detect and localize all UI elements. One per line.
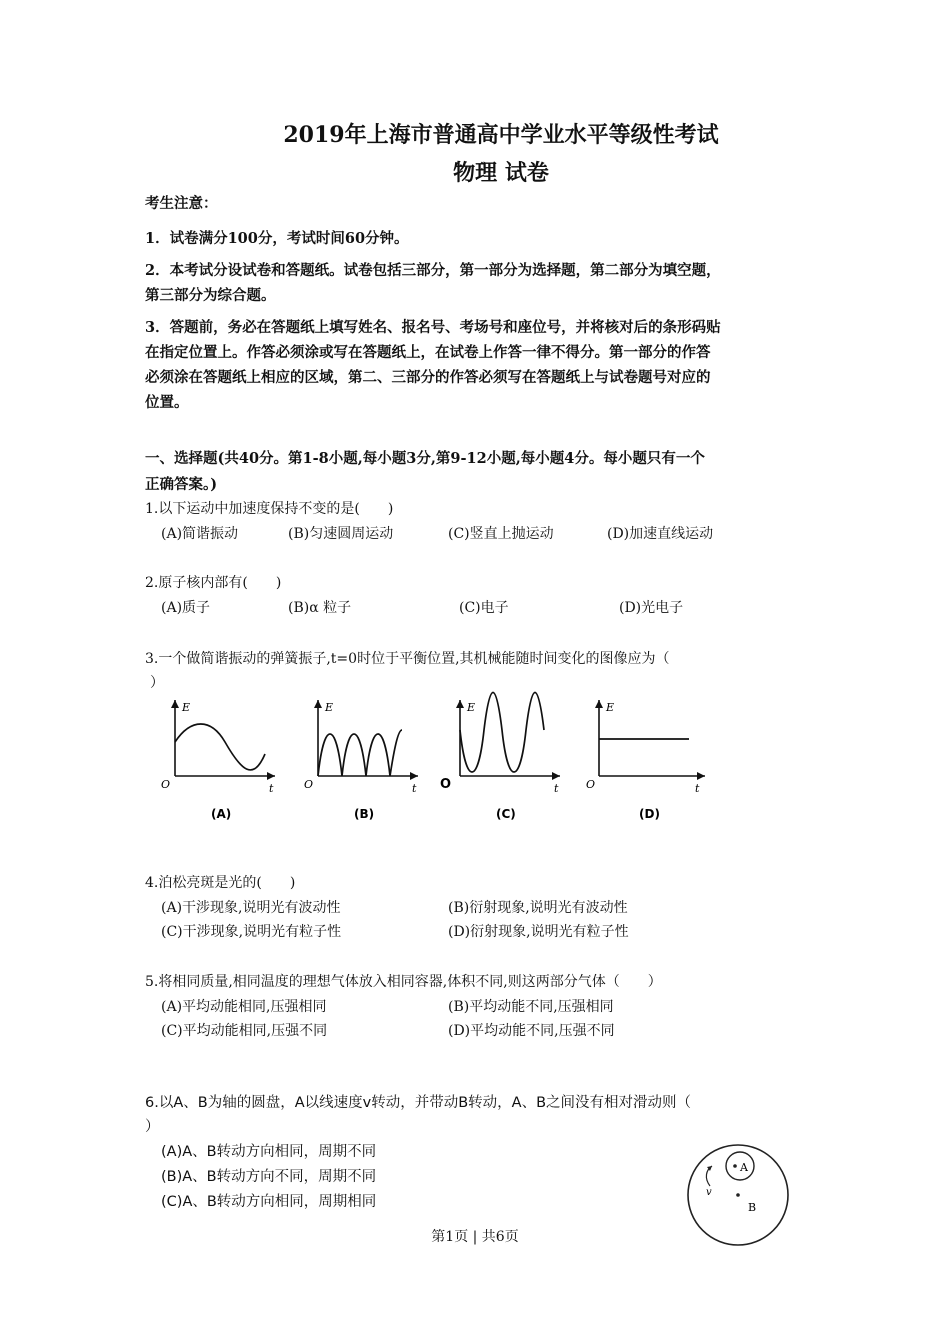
question-5-option-d: (D)平均动能不同,压强不同 <box>448 1023 615 1039</box>
graph-a-caption: (A) <box>211 807 232 821</box>
section-1-heading-line-1: 一、选择题(共40分。第1-8小题,每小题3分,第9-12小题,每小题4分。每小题只有一个 <box>145 450 705 467</box>
notes-item-1: 1．试卷满分100分，考试时间60分钟。 <box>145 230 409 247</box>
disk-a-center <box>733 1164 737 1168</box>
question-1-option-c: (C)竖直上抛运动 <box>448 526 554 542</box>
notes-item-3-line-4: 位置。 <box>145 394 189 411</box>
notes-item-3-line-2: 在指定位置上。作答必须涂或写在答题纸上，在试卷上作答一律不得分。第一部分的作答 <box>145 344 711 361</box>
graph-d-caption: (D) <box>639 807 660 821</box>
question-3-stem-line-1: 3.一个做简谐振动的弹簧振子,t=0时位于平衡位置,其机械能随时间变化的图像应为（ <box>145 651 670 667</box>
graph-c-ylabel: E <box>467 701 476 714</box>
graph-a-curve <box>175 724 265 770</box>
question-4-option-b: (B)衍射现象,说明光有波动性 <box>448 900 628 916</box>
graph-b-ylabel: E <box>325 701 334 714</box>
graph-d <box>583 690 718 830</box>
question-5-option-c: (C)平均动能相同,压强不同 <box>161 1023 328 1039</box>
graph-c-origin: O <box>440 777 452 792</box>
notes-item-3-line-3: 必须涂在答题纸上相应的区域，第二、三部分的作答必须写在答题纸上与试卷题号对应的 <box>145 369 711 386</box>
question-2-option-a: (A)质子 <box>161 600 211 616</box>
graph-a <box>155 690 290 830</box>
question-5-option-b: (B)平均动能不同,压强相同 <box>448 999 614 1015</box>
notes-item-3-line-1: 3．答题前，务必在答题纸上填写姓名、报名号、考场号和座位号，并将核对后的条形码贴 <box>145 319 721 336</box>
question-6-option-c: (C)A、B转动方向相同，周期相同 <box>161 1194 377 1210</box>
notes-heading: 考生注意： <box>145 195 218 212</box>
graph-b-x-arrow <box>410 772 418 780</box>
disk-label-b: B <box>748 1201 757 1214</box>
question-4-option-c: (C)干涉现象,说明光有粒子性 <box>161 924 342 940</box>
graph-a-x-arrow <box>267 772 275 780</box>
graph-b-y-arrow <box>314 700 322 708</box>
graph-a-xlabel: t <box>269 782 274 795</box>
section-1-heading-line-2: 正确答案。) <box>145 476 218 493</box>
question-5-stem: 5.将相同质量,相同温度的理想气体放入相同容器,体积不同,则这两部分气体（ ） <box>145 974 662 990</box>
question-6-option-a: (A)A、B转动方向相同，周期不同 <box>161 1144 377 1160</box>
question-3-stem-line-2: ） <box>150 675 164 691</box>
question-6-option-b: (B)A、B转动方向不同，周期不同 <box>161 1169 377 1185</box>
disk-b-center <box>736 1193 740 1197</box>
graph-c-x-arrow <box>552 772 560 780</box>
graph-d-origin: O <box>586 778 596 791</box>
notes-item-2-line-2: 第三部分为综合题。 <box>145 287 276 304</box>
graph-b <box>298 690 433 830</box>
exam-title: 2019年上海市普通高中学业水平等级性考试 <box>283 122 719 148</box>
disk-label-v: v <box>706 1187 712 1198</box>
notes-item-2-line-1: 2．本考试分设试卷和答题纸。试卷包括三部分，第一部分为选择题，第二部分为填空题， <box>145 262 721 279</box>
graph-c <box>440 690 575 830</box>
question-6-stem-line-1: 6.以A、B为轴的圆盘，A以线速度v转动，并带动B转动，A、B之间没有相对滑动则（ <box>145 1095 692 1111</box>
question-2-stem: 2.原子核内部有( ) <box>145 575 282 591</box>
question-1-option-d: (D)加速直线运动 <box>607 526 714 542</box>
graph-d-ylabel: E <box>606 701 615 714</box>
graph-b-caption: (B) <box>354 807 375 821</box>
question-2-option-c: (C)电子 <box>459 600 509 616</box>
page-footer: 第1页 | 共6页 <box>431 1229 519 1245</box>
disk-label-a: A <box>740 1161 748 1174</box>
graph-a-ylabel: E <box>182 701 191 714</box>
graph-c-y-arrow <box>456 700 464 708</box>
graph-a-origin: O <box>161 778 171 791</box>
question-2-option-d: (D)光电子 <box>619 600 684 616</box>
graph-d-x-arrow <box>697 772 705 780</box>
exam-subtitle: 物理 试卷 <box>453 160 549 186</box>
question-4-option-a: (A)干涉现象,说明光有波动性 <box>161 900 341 916</box>
graph-c-xlabel: t <box>554 782 559 795</box>
graph-d-y-arrow <box>595 700 603 708</box>
graph-b-xlabel: t <box>412 782 417 795</box>
question-1-option-a: (A)简谐振动 <box>161 526 239 542</box>
question-5-option-a: (A)平均动能相同,压强相同 <box>161 999 327 1015</box>
question-6-stem-line-2: ） <box>145 1119 160 1135</box>
question-2-option-b: (B)α 粒子 <box>288 600 352 616</box>
question-1-option-b: (B)匀速圆周运动 <box>288 526 394 542</box>
question-4-option-d: (D)衍射现象,说明光有粒子性 <box>448 924 629 940</box>
graph-d-xlabel: t <box>695 782 700 795</box>
graph-b-origin: O <box>304 778 314 791</box>
graph-a-y-arrow <box>171 700 179 708</box>
graph-b-curve <box>318 730 402 776</box>
question-4-stem: 4.泊松亮斑是光的( ) <box>145 875 296 891</box>
question-1-stem: 1.以下运动中加速度保持不变的是( ) <box>145 501 394 517</box>
graph-c-caption: (C) <box>496 807 516 821</box>
